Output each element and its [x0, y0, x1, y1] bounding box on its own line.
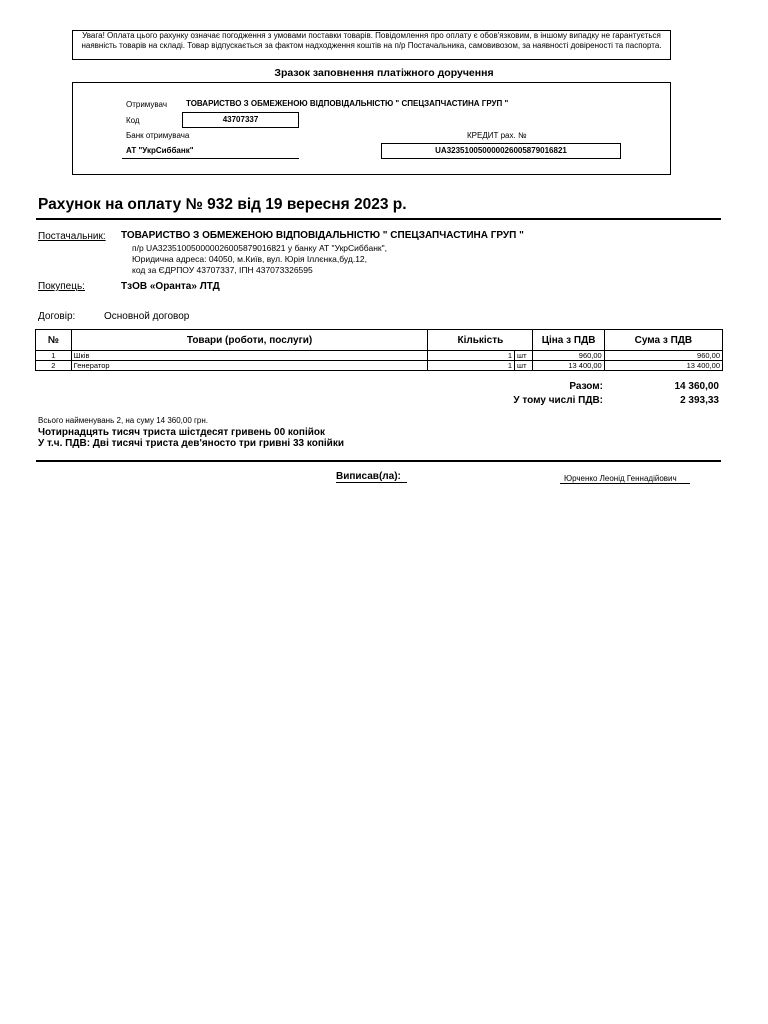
bank-name: АТ "УкрСиббанк": [126, 146, 194, 155]
signature-line: [560, 483, 690, 484]
payment-sample-title: Зразок заповнення платіжного доручення: [274, 67, 494, 79]
col-num-header: №: [36, 330, 72, 351]
col-sum-header: Сума з ПДВ: [604, 330, 722, 351]
total-value: 14 360,00: [674, 381, 719, 392]
col-goods-header: Товари (роботи, послуги): [71, 330, 428, 351]
total-label: Разом:: [569, 381, 603, 392]
row-qty: 1: [428, 351, 515, 361]
contract-value: Основной договор: [104, 311, 190, 322]
row-sum: 960,00: [604, 351, 722, 361]
col-qty-header: Кількість: [428, 330, 533, 351]
summary-divider: [36, 460, 721, 462]
row-name: Генератор: [71, 361, 428, 371]
recipient-label: Отримувач: [126, 100, 167, 109]
code-value: 43707337: [182, 112, 299, 128]
supplier-codes: код за ЄДРПОУ 43707337, ІПН 437073326595: [132, 265, 313, 275]
row-unit: шт: [515, 361, 533, 371]
credit-label: КРЕДИТ рах. №: [467, 131, 527, 140]
buyer-name: ТзОВ «Оранта» ЛТД: [121, 281, 220, 292]
bank-label: Банк отримувача: [126, 131, 190, 140]
recipient-name: ТОВАРИСТВО З ОБМЕЖЕНОЮ ВІДПОВІДАЛЬНІСТЮ " СПЕЦЗАПЧАСТИНА ГРУП ": [186, 99, 509, 108]
payment-notice: Увага! Оплата цього рахунку означає погодження з умовами поставки товарів. Повідомлення про оплату є обов'язковим, в іншому випадку не гарантується наявність товарів на складі. Товар відпускається за фактом надходження коштів на п/р Постачальника, самовивозом, за наявності довіреності та паспорта.: [72, 30, 671, 60]
buyer-label: Покупець:: [38, 281, 85, 292]
supplier-label: Постачальник:: [38, 231, 106, 242]
bank-underline: [122, 158, 299, 159]
invoice-title: Рахунок на оплату № 932 від 19 вересня 2023 р.: [38, 196, 407, 213]
signature-label: Виписав(ла):: [336, 471, 401, 482]
row-price: 13 400,00: [533, 361, 604, 371]
row-sum: 13 400,00: [604, 361, 722, 371]
contract-label: Договір:: [38, 311, 76, 322]
items-count-line: Всього найменувань 2, на суму 14 360,00 грн.: [38, 416, 209, 425]
signer-name: Юрченко Леонід Геннадійович: [564, 474, 677, 483]
payee-details-box: [72, 82, 671, 175]
vat-value: 2 393,33: [680, 395, 719, 406]
col-price-header: Ціна з ПДВ: [533, 330, 604, 351]
row-num: 1: [36, 351, 72, 361]
row-qty: 1: [428, 361, 515, 371]
supplier-name: ТОВАРИСТВО З ОБМЕЖЕНОЮ ВІДПОВІДАЛЬНІСТЮ " СПЕЦЗАПЧАСТИНА ГРУП ": [121, 230, 524, 241]
code-label: Код: [126, 116, 140, 125]
table-header-row: [36, 330, 723, 351]
signature-label-underline: [336, 482, 407, 483]
row-num: 2: [36, 361, 72, 371]
supplier-address: Юридична адреса: 04050, м.Київ, вул. Юрія Іллєнка,буд.12,: [132, 254, 368, 264]
table-row: [36, 351, 723, 361]
supplier-account: п/р UA323510050000026005879016821 у банку АТ "УкрСиббанк",: [132, 243, 387, 253]
iban-value: UA323510050000026005879016821: [381, 143, 621, 159]
vat-label: У тому числі ПДВ:: [513, 395, 603, 406]
vat-in-words: У т.ч. ПДВ: Дві тисячі триста дев'яносто три гривні 33 копійки: [38, 438, 344, 449]
total-in-words: Чотирнадцять тисяч триста шістдесят гривень 00 копійок: [38, 427, 325, 438]
title-divider: [36, 218, 721, 220]
row-unit: шт: [515, 351, 533, 361]
items-table: [35, 329, 723, 371]
row-name: Шків: [71, 351, 428, 361]
row-price: 960,00: [533, 351, 604, 361]
table-row: [36, 361, 723, 371]
